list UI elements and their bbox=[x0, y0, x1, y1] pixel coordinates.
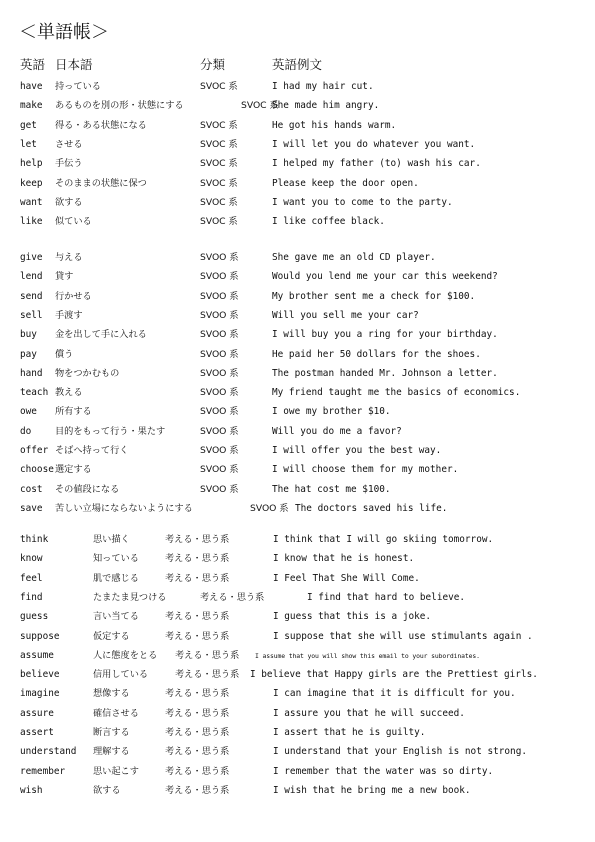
category: 考える・思う系 bbox=[165, 784, 230, 796]
english-word: think bbox=[20, 534, 49, 545]
english-word: find bbox=[20, 591, 43, 603]
english-word: buy bbox=[20, 329, 37, 341]
english-word: owe bbox=[20, 406, 37, 418]
example-sentence: I will choose them for my mother. bbox=[272, 464, 459, 476]
example-sentence: She made him angry. bbox=[272, 100, 380, 112]
category: SVOO 系 bbox=[200, 329, 239, 341]
example-sentence: I had my hair cut. bbox=[272, 81, 374, 92]
category: SVOC 系 bbox=[200, 81, 238, 92]
example-sentence: The doctors saved his life. bbox=[295, 502, 448, 514]
japanese-meaning: 人に態度をとる bbox=[93, 649, 158, 661]
header-example: 英語例文 bbox=[272, 57, 323, 72]
japanese-meaning: 思い起こす bbox=[93, 765, 139, 777]
category: 考える・思う系 bbox=[200, 591, 265, 603]
english-word: pay bbox=[20, 348, 37, 360]
category: 考える・思う系 bbox=[165, 630, 230, 642]
vocab-row bbox=[0, 667, 595, 683]
english-word: assure bbox=[20, 707, 54, 719]
english-word: feel bbox=[20, 572, 43, 584]
category: 考える・思う系 bbox=[175, 649, 240, 661]
example-sentence: I assume that you will show this email to your subordinates. bbox=[255, 651, 480, 660]
english-word: wish bbox=[20, 784, 43, 796]
category: SVOO 系 bbox=[250, 502, 289, 514]
vocab-row bbox=[0, 744, 595, 760]
example-sentence: I will let you do whatever you want. bbox=[272, 138, 476, 150]
vocab-row bbox=[0, 783, 595, 799]
english-word: suppose bbox=[20, 630, 60, 642]
vocab-row bbox=[0, 156, 595, 172]
vocab-row bbox=[0, 269, 595, 285]
example-sentence: I assert that he is guilty. bbox=[273, 727, 426, 738]
vocab-row bbox=[0, 462, 595, 478]
vocab-row bbox=[0, 629, 595, 645]
english-word: hand bbox=[20, 367, 43, 379]
vocab-row bbox=[0, 347, 595, 363]
japanese-meaning: 行かせる bbox=[55, 290, 92, 302]
example-sentence: I guess that this is a joke. bbox=[273, 611, 432, 623]
example-sentence: I think that I will go skiing tomorrow. bbox=[273, 534, 494, 545]
category: 考える・思う系 bbox=[165, 727, 230, 738]
japanese-meaning: 確信させる bbox=[93, 707, 139, 719]
category: SVOO 系 bbox=[200, 425, 239, 437]
category: 考える・思う系 bbox=[165, 688, 230, 700]
english-word: let bbox=[20, 138, 37, 150]
category: SVOC 系 bbox=[200, 216, 238, 228]
category: 考える・思う系 bbox=[165, 553, 230, 565]
japanese-meaning: 金を出して手に入れる bbox=[55, 329, 147, 341]
japanese-meaning: 仮定する bbox=[93, 630, 130, 642]
vocab-row bbox=[0, 366, 595, 382]
example-sentence: I Feel That She Will Come. bbox=[273, 572, 420, 584]
example-sentence: The hat cost me $100. bbox=[272, 483, 391, 495]
vocab-row bbox=[0, 706, 595, 722]
example-sentence: Will you sell me your car? bbox=[272, 309, 419, 321]
english-word: like bbox=[20, 216, 43, 228]
japanese-meaning: 信用している bbox=[93, 669, 149, 681]
english-word: do bbox=[20, 425, 32, 437]
english-word: send bbox=[20, 290, 43, 302]
example-sentence: Please keep the door open. bbox=[272, 177, 419, 189]
japanese-meaning: 手渡す bbox=[55, 309, 83, 321]
example-sentence: She gave me an old CD player. bbox=[272, 252, 436, 263]
japanese-meaning: 持っている bbox=[55, 81, 101, 92]
vocab-row bbox=[0, 308, 595, 324]
example-sentence: I will offer you the best way. bbox=[272, 445, 442, 456]
japanese-meaning: 教える bbox=[55, 387, 83, 399]
japanese-meaning: 知っている bbox=[93, 553, 139, 565]
english-word: make bbox=[20, 100, 43, 112]
category: 考える・思う系 bbox=[165, 534, 230, 545]
vocab-row bbox=[0, 648, 595, 664]
category: SVOC 系 bbox=[200, 196, 238, 208]
vocab-row bbox=[0, 289, 595, 305]
japanese-meaning: 所有する bbox=[55, 406, 92, 418]
example-sentence: I suppose that she will use stimulants again . bbox=[273, 630, 533, 642]
vocab-row bbox=[0, 404, 595, 420]
japanese-meaning: たまたま見つける bbox=[93, 591, 167, 603]
japanese-meaning: 似ている bbox=[55, 216, 92, 228]
vocab-row bbox=[0, 551, 595, 567]
example-sentence: He got his hands warm. bbox=[272, 119, 397, 131]
category: 考える・思う系 bbox=[165, 572, 230, 584]
vocab-row bbox=[0, 764, 595, 780]
english-word: believe bbox=[20, 669, 60, 681]
english-word: keep bbox=[20, 177, 43, 189]
english-word: imagine bbox=[20, 688, 60, 700]
example-sentence: Would you lend me your car this weekend? bbox=[272, 271, 498, 283]
english-word: offer bbox=[20, 445, 49, 456]
vocab-row bbox=[0, 590, 595, 606]
example-sentence: I wish that he bring me a new book. bbox=[273, 784, 471, 796]
category: SVOO 系 bbox=[200, 387, 239, 399]
vocab-row bbox=[0, 385, 595, 401]
category: SVOO 系 bbox=[200, 309, 239, 321]
english-word: want bbox=[20, 196, 43, 208]
vocab-row bbox=[0, 79, 595, 95]
vocab-row bbox=[0, 501, 595, 517]
vocab-row bbox=[0, 98, 595, 114]
english-word: assume bbox=[20, 649, 54, 661]
english-word: get bbox=[20, 119, 37, 131]
example-sentence: My brother sent me a check for $100. bbox=[272, 290, 476, 302]
vocab-row bbox=[0, 118, 595, 134]
vocab-row bbox=[0, 176, 595, 192]
english-word: sell bbox=[20, 309, 43, 321]
english-word: lend bbox=[20, 271, 43, 283]
japanese-meaning: 欲する bbox=[55, 196, 83, 208]
japanese-meaning: 物をつかむもの bbox=[55, 367, 120, 379]
example-sentence: I assure you that he will succeed. bbox=[273, 707, 465, 719]
english-word: understand bbox=[20, 746, 77, 758]
example-sentence: My friend taught me the basics of economics. bbox=[272, 387, 521, 399]
category: SVOC 系 bbox=[200, 119, 238, 131]
page-title: ＜単語帳＞ bbox=[19, 22, 109, 43]
vocab-row bbox=[0, 195, 595, 211]
japanese-meaning: 想像する bbox=[93, 688, 130, 700]
vocab-row bbox=[0, 609, 595, 625]
japanese-meaning: その値段になる bbox=[55, 483, 120, 495]
japanese-meaning: 欲する bbox=[93, 784, 121, 796]
vocab-row bbox=[0, 686, 595, 702]
english-word: give bbox=[20, 252, 43, 263]
vocab-row bbox=[0, 137, 595, 153]
vocab-row bbox=[0, 482, 595, 498]
vocab-row bbox=[0, 532, 595, 548]
category: SVOO 系 bbox=[200, 252, 239, 263]
example-sentence: The postman handed Mr. Johnson a letter. bbox=[272, 367, 498, 379]
japanese-meaning: そのままの状態に保つ bbox=[55, 177, 147, 189]
vocab-row bbox=[0, 214, 595, 230]
category: SVOC 系 bbox=[200, 177, 238, 189]
japanese-meaning: させる bbox=[55, 138, 83, 150]
vocab-row bbox=[0, 571, 595, 587]
category: 考える・思う系 bbox=[175, 669, 240, 681]
japanese-meaning: 与える bbox=[55, 252, 83, 263]
japanese-meaning: 得る・ある状態になる bbox=[55, 119, 147, 131]
example-sentence: I understand that your English is not strong. bbox=[273, 746, 527, 758]
example-sentence: He paid her 50 dollars for the shoes. bbox=[272, 348, 481, 360]
japanese-meaning: 手伝う bbox=[55, 158, 83, 170]
category: SVOO 系 bbox=[200, 271, 239, 283]
english-word: save bbox=[20, 502, 43, 514]
category: SVOO 系 bbox=[200, 445, 239, 456]
japanese-meaning: 選定する bbox=[55, 464, 92, 476]
category: SVOO 系 bbox=[200, 464, 239, 476]
category: 考える・思う系 bbox=[165, 765, 230, 777]
example-sentence: I want you to come to the party. bbox=[272, 196, 453, 208]
japanese-meaning: 苦しい立場にならないようにする bbox=[55, 502, 193, 514]
example-sentence: I like coffee black. bbox=[272, 216, 385, 228]
japanese-meaning: 思い描く bbox=[93, 534, 130, 545]
english-word: guess bbox=[20, 611, 49, 623]
example-sentence: I know that he is honest. bbox=[273, 553, 415, 565]
vocab-row bbox=[0, 250, 595, 266]
example-sentence: I helped my father (to) wash his car. bbox=[272, 158, 481, 170]
japanese-meaning: 理解する bbox=[93, 746, 130, 758]
english-word: cost bbox=[20, 483, 43, 495]
japanese-meaning: そばへ持って行く bbox=[55, 445, 129, 456]
vocab-row bbox=[0, 443, 595, 459]
category: SVOC 系 bbox=[200, 158, 238, 170]
category: SVOC 系 bbox=[241, 100, 279, 112]
english-word: have bbox=[20, 81, 43, 92]
example-sentence: I can imagine that it is difficult for you. bbox=[273, 688, 516, 700]
category: SVOO 系 bbox=[200, 406, 239, 418]
example-sentence: I remember that the water was so dirty. bbox=[273, 765, 494, 777]
header-japanese: 日本語 bbox=[55, 57, 93, 72]
category: 考える・思う系 bbox=[165, 746, 230, 758]
japanese-meaning: 貸す bbox=[55, 271, 74, 283]
japanese-meaning: 償う bbox=[55, 348, 74, 360]
english-word: know bbox=[20, 553, 43, 565]
example-sentence: I owe my brother $10. bbox=[272, 406, 391, 418]
category: SVOO 系 bbox=[200, 290, 239, 302]
category: 考える・思う系 bbox=[165, 707, 230, 719]
japanese-meaning: 肌で感じる bbox=[93, 572, 139, 584]
english-word: help bbox=[20, 158, 43, 170]
category: 考える・思う系 bbox=[165, 611, 230, 623]
japanese-meaning: 目的をもって行う・果たす bbox=[55, 425, 166, 437]
header-category: 分類 bbox=[200, 57, 226, 72]
vocab-row bbox=[0, 327, 595, 343]
vocab-row bbox=[0, 725, 595, 741]
example-sentence: I find that hard to believe. bbox=[307, 591, 466, 603]
vocab-row bbox=[0, 424, 595, 440]
example-sentence: Will you do me a favor? bbox=[272, 425, 402, 437]
english-word: remember bbox=[20, 765, 66, 777]
category: SVOO 系 bbox=[200, 348, 239, 360]
example-sentence: I believe that Happy girls are the Prettiest girls. bbox=[250, 669, 538, 681]
japanese-meaning: 断言する bbox=[93, 727, 130, 738]
category: SVOC 系 bbox=[200, 138, 238, 150]
english-word: choose bbox=[20, 464, 54, 476]
example-sentence: I will buy you a ring for your birthday. bbox=[272, 329, 498, 341]
header-english: 英語 bbox=[20, 57, 46, 72]
japanese-meaning: 言い当てる bbox=[93, 611, 139, 623]
english-word: teach bbox=[20, 387, 49, 399]
category: SVOO 系 bbox=[200, 483, 239, 495]
category: SVOO 系 bbox=[200, 367, 239, 379]
japanese-meaning: あるものを別の形・状態にする bbox=[55, 100, 184, 112]
english-word: assert bbox=[20, 727, 54, 738]
